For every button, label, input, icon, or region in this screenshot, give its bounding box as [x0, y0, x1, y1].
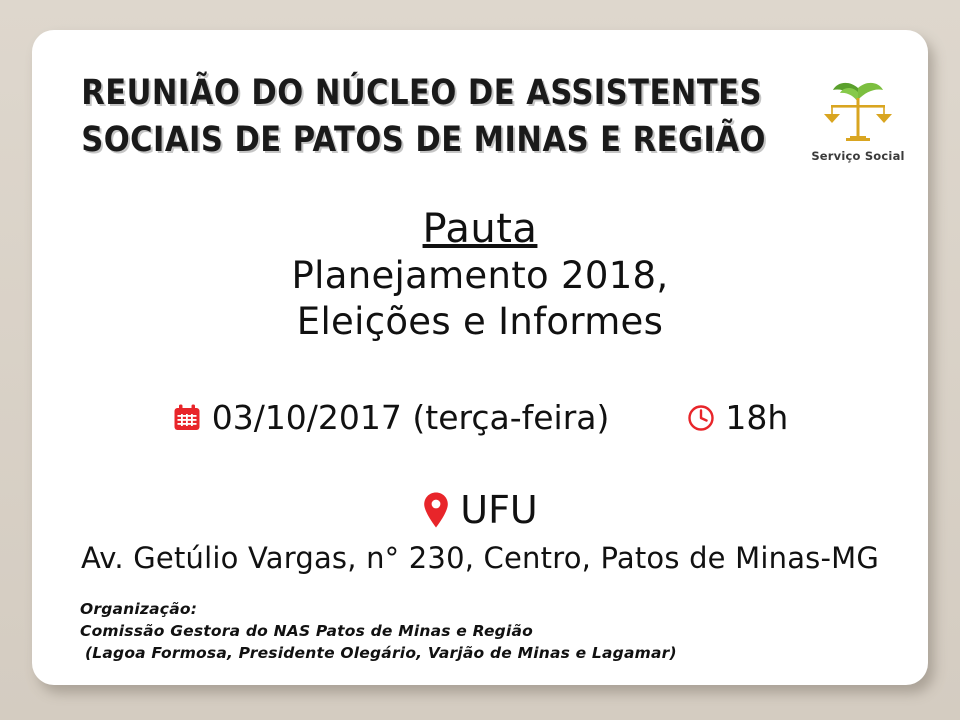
agenda-block [32, 205, 928, 345]
organization-block [80, 598, 780, 664]
clock-icon [687, 404, 715, 432]
slide-header [32, 70, 928, 164]
agenda-heading: Pauta [422, 206, 538, 252]
logo [810, 78, 906, 174]
slide-card [32, 30, 928, 685]
event-time-text: 18h [725, 398, 789, 437]
agenda-line-2: Eleições e Informes [296, 300, 664, 343]
event-venue-text: UFU [460, 488, 538, 532]
event-when-row [32, 398, 928, 437]
event-date-text: 03/10/2017 (terça-feira) [211, 398, 610, 437]
event-venue [422, 488, 537, 532]
agenda-line-1: Planejamento 2018, [291, 254, 669, 297]
event-where-block [32, 488, 928, 575]
page-title [56, 70, 818, 164]
event-address: Av. Getúlio Vargas, n° 230, Centro, Patos de Minas-MG [80, 541, 880, 575]
organization-label: Organização: [80, 600, 198, 618]
title-line-1: REUNIÃO DO NÚCLEO DE ASSISTENTES [81, 73, 763, 113]
organization-line-1: Comissão Gestora do NAS Patos de Minas e Região [80, 622, 533, 640]
event-time [687, 398, 788, 437]
calendar-icon [172, 403, 202, 433]
map-pin-icon [422, 491, 450, 529]
logo-label: Serviço Social [811, 149, 905, 163]
organization-line-2: (Lagoa Formosa, Presidente Olegário, Varjão de Minas e Lagamar) [85, 644, 677, 662]
event-date [172, 398, 610, 437]
scales-of-justice-icon [810, 78, 906, 148]
title-line-2: SOCIAIS DE PATOS DE MINAS E REGIÃO [81, 120, 766, 160]
